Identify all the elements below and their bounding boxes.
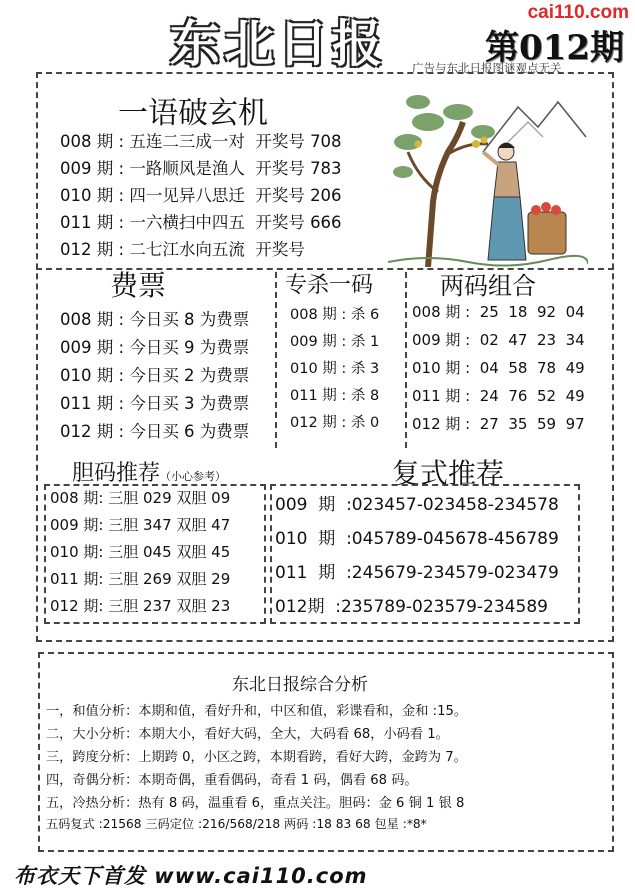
kai-number: 708 [310,132,342,151]
issue-label: 008 期 [412,303,461,321]
row-text: 今日买 2 为费票 [129,366,250,385]
list-item [275,490,559,524]
list-item: 008 期 : 五连二三成一对 开奖号 708 [60,132,342,151]
issue-label: 008 期 [60,132,114,151]
row-text: 三胆 029 双胆 09 [108,489,231,507]
list-item: 010 期 : 今日买 2 为费票 [60,366,250,385]
row-text: 五连二三成一对 [129,132,245,151]
list-item: 011 期 : 杀 8 [290,388,380,404]
list-item [275,558,559,592]
issue-label: 009 期 [412,331,461,349]
column-divider [275,272,277,448]
kai-number: 783 [310,159,342,178]
list-item: 010 期 : 04 58 78 49 [412,359,585,377]
list-item: 五码复式 :21568 三码定位 :216/568/218 两码 :18 83 68 包星 :*8* [46,817,427,831]
list-item: 二，大小分析：本期大小，看好大码，全大，大码看 68，小码看 1。 [46,727,449,742]
analysis-title: 东北日报综合分析 [232,675,368,695]
issue-label: 011 期 [412,387,461,405]
danma-list [50,487,230,622]
issue-label: 011 期 [275,563,336,583]
row-text: 杀 1 [350,334,380,350]
row-text: 24 76 52 49 [479,387,585,405]
row-text: 杀 0 [350,415,380,431]
analysis-list [46,700,467,838]
kai-label: 开奖号 [255,213,305,232]
issue-label: 011 期 [60,394,114,413]
row-text: 三胆 347 双胆 47 [108,516,231,534]
list-item: 012 期 : 杀 0 [290,415,380,431]
issue-label: 012 期 [290,415,337,431]
row-text: 杀 3 [350,361,380,377]
list-item: 011 期 : 一六横扫中四五 开奖号 666 [60,213,342,232]
list-item: 009 期 : 今日买 9 为费票 [60,338,250,357]
row-text: 27 35 59 97 [479,415,585,433]
list-item: 五，冷热分析：热有 8 码，温重看 6，重点关注。胆码：金 6 铜 1 银 8 [46,796,465,811]
feipiao-title: 费票 [110,269,167,302]
row-text: :235789-023579-234589 [335,597,548,617]
issue-label: 010 期 [275,529,336,549]
row-text: :023457-023458-234578 [346,495,559,515]
list-item: 010 期: 三胆 045 双胆 45 [50,543,231,561]
fushi-list [275,490,559,626]
row-text: 二七江水向五流 [129,240,245,259]
list-item: 011 期 : 24 76 52 49 [412,387,585,405]
kai-label: 开奖号 [255,240,305,259]
disclaimer-notice: 广告与东北日报图谜观点无关 [412,61,562,75]
issue-label: 009 期 [60,338,114,357]
list-item: 一，和值分析：本期和值，看好升和，中区和值，彩谍看和，金和 :15。 [46,704,468,719]
row-text: 今日买 9 为费票 [129,338,250,357]
list-item: 011 期: 三胆 269 双胆 29 [50,570,231,588]
row-text: 今日买 3 为费票 [129,394,250,413]
list-item: 四，奇偶分析：本期奇偶，重看偶码，奇看 1 码，偶看 68 码。 [46,773,418,788]
column-divider [405,272,407,448]
row-text: :245679-234579-023479 [346,563,559,583]
row-text: 04 58 78 49 [479,359,585,377]
row-text: :045789-045678-456789 [346,529,559,549]
issue-label: 012 期 [60,422,114,441]
issue-label: 009 期 [290,334,337,350]
liangma-list [412,301,585,441]
list-item [275,524,559,558]
row-text: 三胆 045 双胆 45 [108,543,231,561]
kai-label: 开奖号 [255,186,305,205]
issue-label: 008 期 [290,307,337,323]
row-text: 杀 8 [350,388,380,404]
yiyu-list [60,128,342,263]
issue-label: 010 期 [412,359,461,377]
issue-label: 010 期 [50,543,99,561]
list-item: 008 期 : 今日买 8 为费票 [60,310,250,329]
issue-label: 009 期 [50,516,99,534]
row-text: 02 47 23 34 [479,331,585,349]
row-text: 25 18 92 04 [479,303,585,321]
feipiao-list [60,306,249,446]
issue-label: 008 期 [50,489,99,507]
row-text: 今日买 6 为费票 [129,422,250,441]
issue-label: 012 期 [412,415,461,433]
list-item: 008 期 : 25 18 92 04 [412,303,585,321]
fushi-title: 复式推荐 [392,457,505,490]
list-item: 三，跨度分析：上期跨 0，小区之跨，本期看跨，看好大跨，金跨为 7。 [46,750,467,765]
issue-label: 011 期 [50,570,99,588]
kai-label: 开奖号 [255,159,305,178]
issue-label: 009 期 [60,159,114,178]
issue-label: 009 期 [275,495,336,515]
list-item: 009 期 : 杀 1 [290,334,380,350]
danma-title [72,456,226,487]
danma-title-text: 胆码推荐 [72,461,161,486]
issue-label: 010 期 [60,366,114,385]
list-item: 010 期 : 四一见异八思迁 开奖号 206 [60,186,342,205]
issue-label: 012期 [275,597,325,617]
fruit-picking-illustration [388,82,588,267]
liangma-title: 两码组合 [440,272,536,300]
kai-label: 开奖号 [255,132,305,151]
row-text: 杀 6 [350,307,380,323]
zhuansha-title: 专杀一码 [285,273,374,298]
row-text: 三胆 269 双胆 29 [108,570,231,588]
list-item: 009 期 : 一路顺风是渔人 开奖号 783 [60,159,342,178]
kai-number: 206 [310,186,342,205]
list-item: 009 期: 三胆 347 双胆 47 [50,516,231,534]
row-text: 一路顺风是渔人 [129,159,245,178]
list-item: 010 期 : 杀 3 [290,361,380,377]
row-text: 今日买 8 为费票 [129,310,250,329]
issue-label: 010 期 [60,186,114,205]
list-item [275,592,559,626]
list-item: 009 期 : 02 47 23 34 [412,331,585,349]
list-item: 012 期 : 27 35 59 97 [412,415,585,433]
list-item: 011 期 : 今日买 3 为费票 [60,394,250,413]
issue-label: 011 期 [290,388,337,404]
kai-number: 666 [310,213,342,232]
list-item: 012 期 : 今日买 6 为费票 [60,422,250,441]
issue-label: 008 期 [60,310,114,329]
issue-label: 012 期 [50,597,99,615]
row-text: 四一见异八思迁 [129,186,245,205]
row-text: 一六横扫中四五 [129,213,245,232]
site-watermark: cai110.com [527,2,629,23]
list-item: 012 期 : 二七江水向五流 开奖号 [60,240,305,259]
footer-brand: 布衣天下首发 www.cai110.com [14,864,368,888]
zhuansha-list [290,303,379,438]
masthead-title: 东北日报 [170,14,386,73]
issue-label: 011 期 [60,213,114,232]
list-item: 008 期 : 杀 6 [290,307,380,323]
danma-note: （小心参考） [160,470,227,483]
row-text: 三胆 237 双胆 23 [108,597,231,615]
issue-label: 010 期 [290,361,337,377]
issue-number: 第012期 [485,28,624,68]
yiyu-title: 一语破玄机 [118,96,268,131]
list-item: 008 期: 三胆 029 双胆 09 [50,489,231,507]
list-item: 012 期: 三胆 237 双胆 23 [50,597,231,615]
issue-label: 012 期 [60,240,114,259]
